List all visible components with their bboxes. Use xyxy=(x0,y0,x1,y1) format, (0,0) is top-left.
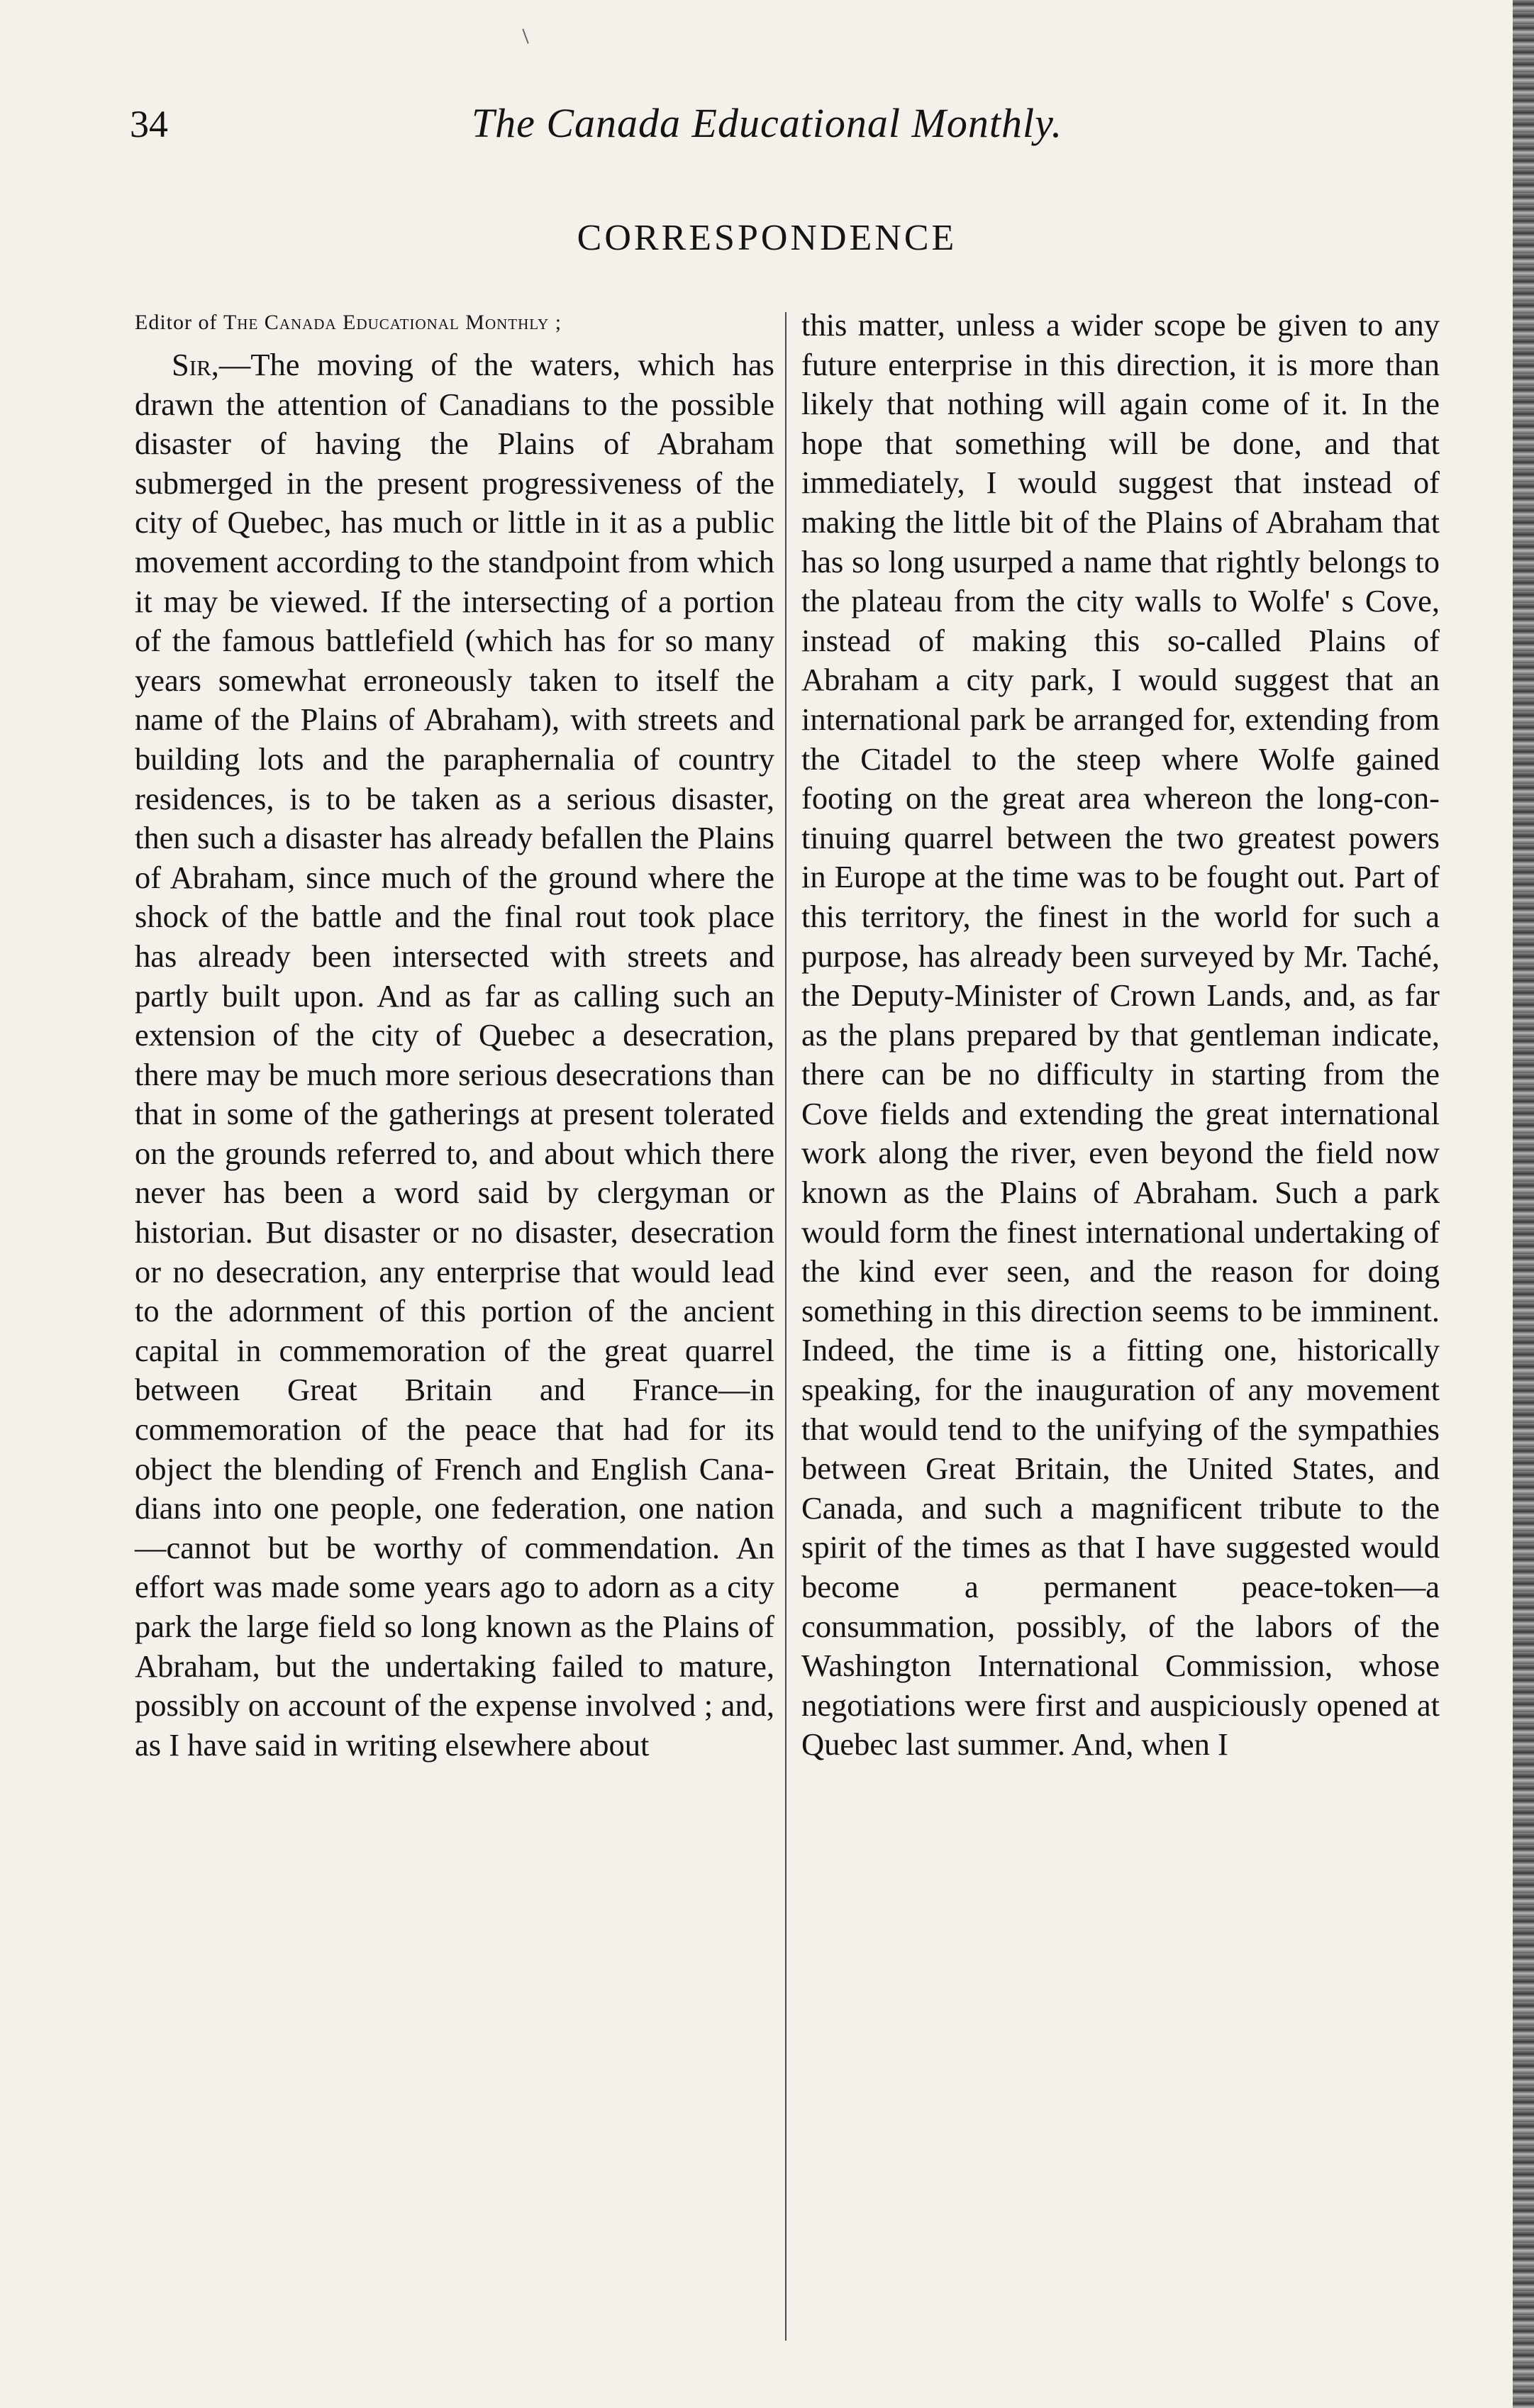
left-column-paragraph xyxy=(135,345,774,1765)
left-column-text: —The moving of the waters, which has drawn the attention of Canadians to the possible disaster of having the Plains of Abraham submerged in the present progressiveness of the city of Quebec, has much or little in it as a public movement according to the standpoint from which it may be viewed. If the intersecting of a portion of the famous battlefield (which has for so many years somewhat erroneously taken to itself the name of the Plains of Abraham), with streets and building lots and the paraphernalia of country residences, is to be taken as a serious disaster, then such a disaster has already befallen the Plains of Abraham, since much of the ground where the shock of the battle and the final rout took place has already been intersected with streets and partly built upon. And as far as calling such an extension of the city of Quebec a desecration, there may be much more serious desecrations than that in some of the gatherings at present tolerated on the grounds referred to, and about which there never has been a word said by clergyman or historian. But disaster or no disaster, desecration or no desecration, any enterprise that would lead to the adornment of this portion of the ancient capital in commemoration of the great quarrel between Great Britain and France—in commemoration of the peace that had for its object the blending of French and English Canadians into one people, one federation, one nation—cannot but be worthy of commendation. An effort was made some years ago to adorn as a city park the large field so long known as the Plains of Abraham, but the undertaking failed to mature, possibly on account of the expense involved ; and, as I have said in writing elsewhere about xyxy=(135,347,774,1763)
column-divider xyxy=(785,312,787,2341)
salutation-publication: The Canada Educational Monthly xyxy=(223,311,550,334)
right-column xyxy=(801,306,1440,1765)
running-head: The Canada Educational Monthly. xyxy=(471,100,1063,146)
left-column xyxy=(135,345,774,1765)
section-title: CORRESPONDENCE xyxy=(577,218,957,258)
salutation-sir: Sir, xyxy=(172,347,219,382)
salutation-prefix: Editor of xyxy=(135,311,223,334)
salutation-suffix: ; xyxy=(549,311,562,334)
scan-edge xyxy=(1513,0,1534,2408)
page-number: 34 xyxy=(130,103,168,145)
salutation-line xyxy=(135,312,562,333)
right-column-text: this matter, unless a wider scope be given to any future enterprise in this direction, it is more than likely that nothing will again come of it. In the hope that something will be done, and that immediately, I would suggest that instead of making the little bit of the Plains of Abraham that has so long usurped a name that rightly belongs to the plateau from the city walls to Wolfe' s Cove, instead of making this so-called Plains of Abraham a city park, I would suggest that an international park be arranged for, extending from the Citadel to the steep where Wolfe gained footing on the great area whereon the long-continuing quarrel between the two greatest powers in Europe at the time was to be fought out. Part of this territory, the finest in the world for such a purpose, has already been surveyed by Mr. Taché, the Deputy-Minister of Crown Lands, and, as far as the plans prepared by that gentleman indicate, there can be no difficulty in starting from the Cove fields and extending the great international work along the river, even beyond the field now known as the Plains of Abraham. Such a park would form the finest international undertaking of the kind ever seen, and the reason for doing something in this direction seems to be imminent. Indeed, the time is a fitting one, historically speaking, for the inauguration of any movement that would tend to the unifying of the sympathies between Great Britain, the United States, and Canada, and such a magnificent tribute to the spirit of the times as that I have suggested would become a permanent peace-token—a consummation, possibly, of the labors of the Washington International Commission, whose negotiations were first and auspiciously opened at Quebec last summer. And, when I xyxy=(801,307,1440,1763)
scan-mark xyxy=(522,28,528,43)
